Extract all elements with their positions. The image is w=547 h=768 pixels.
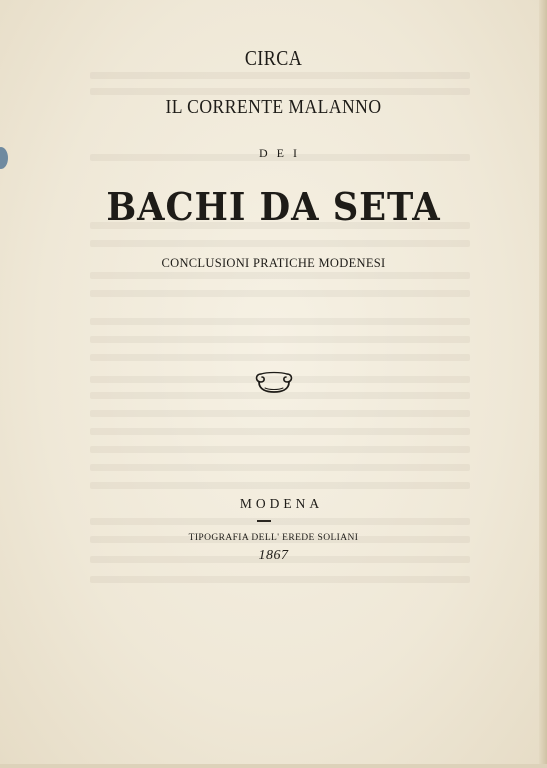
- show-through-line: [90, 446, 470, 453]
- show-through-line: [90, 72, 470, 79]
- imprint-rule: [257, 520, 271, 522]
- imprint-year: 1867: [258, 548, 289, 563]
- title-line-dei: DEI: [259, 146, 306, 160]
- show-through-line: [90, 464, 470, 471]
- show-through-line: [90, 482, 470, 489]
- imprint-city: MODENA: [239, 496, 324, 511]
- title-line-corrente-malanno: IL CORRENTE MALANNO: [165, 96, 382, 118]
- show-through-line: [90, 518, 470, 525]
- show-through-line: [90, 290, 470, 297]
- show-through-line: [90, 318, 470, 325]
- imprint-printer: TIPOGRAFIA DELL' EREDE SOLIANI: [188, 533, 359, 543]
- page-edge-right: [539, 0, 547, 768]
- show-through-line: [90, 354, 470, 361]
- show-through-line: [90, 240, 470, 247]
- show-through-line: [90, 272, 470, 279]
- scroll-ornament-icon: [253, 368, 295, 396]
- main-title: BACHI DA SETA: [106, 184, 441, 229]
- show-through-line: [90, 88, 470, 95]
- show-through-line: [90, 428, 470, 435]
- show-through-line: [90, 336, 470, 343]
- show-through-line: [90, 410, 470, 417]
- subtitle: CONCLUSIONI PRATICHE MODENESI: [161, 256, 386, 270]
- title-line-circa: CIRCA: [244, 46, 303, 70]
- page-edge-bottom: [0, 764, 547, 768]
- show-through-line: [90, 576, 470, 583]
